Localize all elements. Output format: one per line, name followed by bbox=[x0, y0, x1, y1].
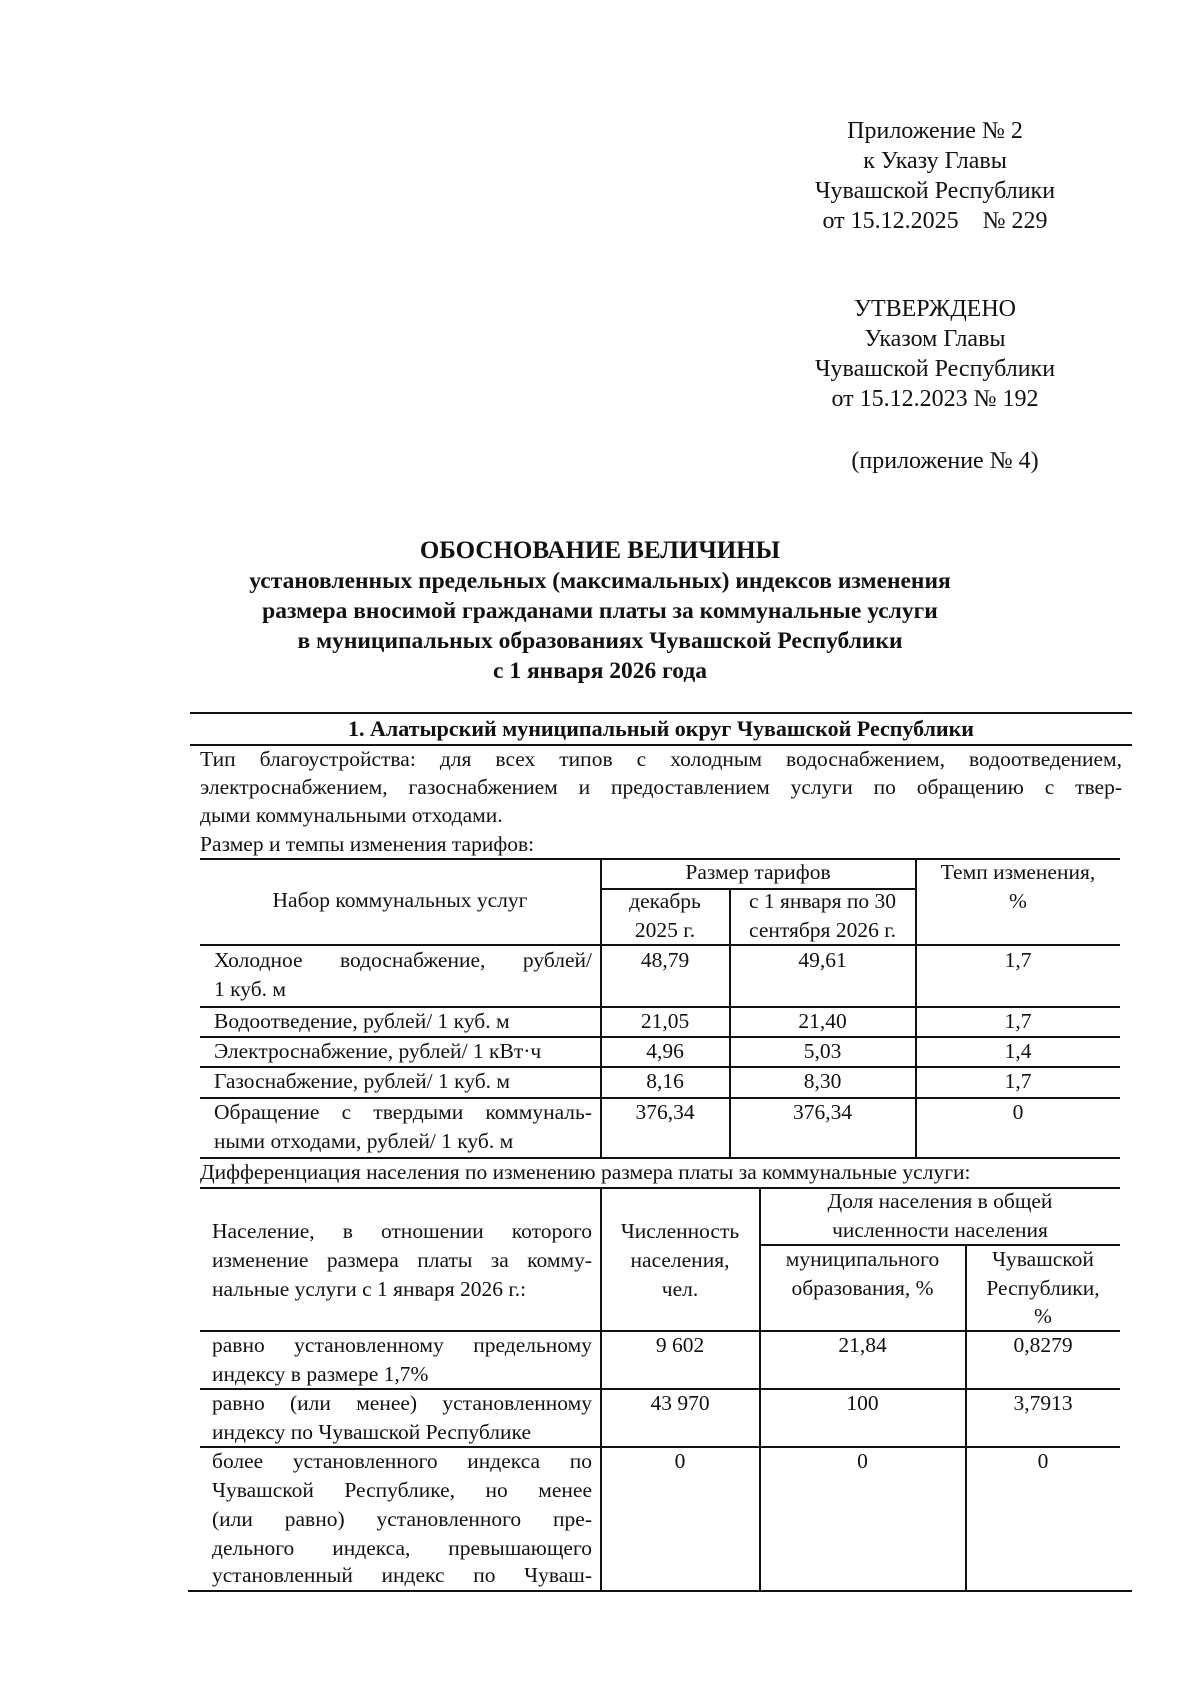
population-row-1-l1: равно установленному предельному bbox=[212, 1333, 592, 1357]
section-heading: 1. Алатырский муниципальный округ Чувашской Республики bbox=[348, 716, 974, 741]
title-line-4: в муниципальных образованиях Чувашской Республики bbox=[297, 628, 903, 654]
tariffs-row-1-jan: 49,61 bbox=[798, 948, 847, 972]
tariffs-row-4-dec: 8,16 bbox=[646, 1069, 684, 1093]
population-caption: Дифференциация населения по изменению размера платы за коммунальные услуги: bbox=[200, 1160, 971, 1184]
population-col-share-1: Доля населения в общей bbox=[827, 1189, 1053, 1213]
population-row-3-l1: более установленного индекса по bbox=[212, 1449, 592, 1473]
population-col-share-2: численности населения bbox=[832, 1218, 1048, 1242]
tariffs-row-4-rate: 1,7 bbox=[1004, 1069, 1032, 1093]
tariffs-row-5-name-1: Обращение с твердыми коммуналь- bbox=[214, 1100, 592, 1124]
tariffs-caption: Размер и темпы изменения тарифов: bbox=[200, 832, 535, 856]
approved-line-4: от 15.12.2023 № 192 bbox=[831, 386, 1039, 412]
improvement-line-1: Тип благоустройства: для всех типов с холодным водоснабжением, водоотведением, bbox=[200, 747, 1122, 771]
improvement-line-2: электроснабжением, газоснабжением и предоставлением услуги по обращению с твер- bbox=[200, 775, 1122, 799]
tariffs-col-rate-2: % bbox=[1009, 889, 1027, 913]
tariffs-row-5-rate: 0 bbox=[1012, 1100, 1024, 1124]
tariffs-col-service: Набор коммунальных услуг bbox=[272, 888, 528, 912]
population-row-3-count: 0 bbox=[674, 1449, 686, 1473]
population-row-3-l3: (или равно) установленного пре- bbox=[212, 1507, 592, 1531]
tariffs-row-2-rate: 1,7 bbox=[1004, 1009, 1032, 1033]
tariffs-row-1-dec: 48,79 bbox=[640, 948, 690, 972]
tariffs-row-1-name-1: Холодное водоснабжение, рублей/ bbox=[214, 948, 592, 972]
tariffs-row-4-jan: 8,30 bbox=[803, 1069, 842, 1093]
population-row-3-l5: установленный индекс по Чуваш- bbox=[212, 1563, 592, 1587]
population-row-3-l4: дельного индекса, превышающего bbox=[212, 1536, 592, 1560]
population-row-2-l1: равно (или менее) установленному bbox=[212, 1391, 592, 1415]
population-row-2-mun: 100 bbox=[846, 1391, 879, 1415]
population-col-rep-1: Чувашской bbox=[992, 1247, 1094, 1271]
tariffs-col-size: Размер тарифов bbox=[685, 860, 831, 884]
population-col-mun-1: муниципального bbox=[785, 1247, 940, 1271]
population-row-3-mun: 0 bbox=[857, 1449, 868, 1473]
attachment-line-1: Приложение № 2 bbox=[847, 118, 1023, 144]
attachment-line-3: Чувашской Республики bbox=[814, 178, 1056, 204]
population-col-mun-2: образования, % bbox=[791, 1276, 934, 1300]
population-col-rep-2: Республики, bbox=[986, 1276, 1100, 1300]
population-row-2-l2: индексу по Чувашской Республике bbox=[212, 1420, 531, 1444]
population-row-1-count: 9 602 bbox=[655, 1333, 705, 1357]
title-line-2: установленных предельных (максимальных) индексов изменения bbox=[249, 568, 951, 594]
attachment-line-4: от 15.12.2025 № 229 bbox=[822, 208, 1048, 234]
population-col-group-3: нальные услуги с 1 января 2026 г.: bbox=[212, 1277, 527, 1301]
tariffs-row-5-dec: 376,34 bbox=[635, 1100, 695, 1124]
tariffs-row-3-dec: 4,96 bbox=[646, 1039, 684, 1063]
title-line-3: размера вносимой гражданами платы за коммунальные услуги bbox=[262, 598, 938, 624]
tariffs-col-rate-1: Темп изменения, bbox=[940, 860, 1096, 884]
title-line-5: с 1 января 2026 года bbox=[493, 658, 707, 684]
population-row-2-rep: 3,7913 bbox=[1013, 1391, 1073, 1415]
population-row-1-mun: 21,84 bbox=[838, 1333, 887, 1357]
attachment-block bbox=[800, 116, 1070, 236]
population-col-rep-3: % bbox=[1034, 1304, 1052, 1328]
approved-line-5: (приложение № 4) bbox=[851, 448, 1039, 474]
tariffs-row-3-name-1: Электроснабжение, рублей/ 1 кВт·ч bbox=[214, 1039, 542, 1063]
tariffs-col-dec-2: 2025 г. bbox=[634, 918, 696, 942]
tariffs-row-1-rate: 1,7 bbox=[1004, 948, 1032, 972]
population-row-3-l2: Чувашской Республике, но менее bbox=[212, 1478, 592, 1502]
population-col-group-1: Население, в отношении которого bbox=[212, 1219, 592, 1243]
population-row-3-rep: 0 bbox=[1037, 1449, 1049, 1473]
tariffs-row-5-name-2: ными отходами, рублей/ 1 куб. м bbox=[214, 1129, 514, 1153]
approved-line-3: Чувашской Республики bbox=[814, 356, 1056, 382]
population-rule-bottom bbox=[188, 1590, 1132, 1592]
population-row-2-count: 43 970 bbox=[650, 1391, 710, 1415]
approved-appendix bbox=[830, 446, 1060, 476]
approved-line-2: Указом Главы bbox=[864, 326, 1006, 352]
approved-block bbox=[800, 294, 1070, 414]
title-line-1: ОБОСНОВАНИЕ ВЕЛИЧИНЫ bbox=[419, 537, 781, 564]
tariffs-row-3-jan: 5,03 bbox=[803, 1039, 842, 1063]
population-row-1-rep: 0,8279 bbox=[1013, 1333, 1073, 1357]
tariffs-row-1-name-2: 1 куб. м bbox=[214, 977, 287, 1001]
tariffs-row-2-dec: 21,05 bbox=[640, 1009, 690, 1033]
population-col-count-1: Численность bbox=[620, 1219, 740, 1243]
tariffs-row-5-jan: 376,34 bbox=[792, 1100, 853, 1124]
tariffs-row-4-name-1: Газоснабжение, рублей/ 1 куб. м bbox=[214, 1069, 510, 1093]
tariffs-col-dec-1: декабрь bbox=[629, 889, 701, 913]
approved-line-1: УТВЕРЖДЕНО bbox=[853, 296, 1017, 322]
population-row-1-l2: индексу в размере 1,7% bbox=[212, 1362, 429, 1386]
document-title bbox=[0, 536, 1200, 686]
improvement-line-3: дыми коммунальными отходами. bbox=[200, 803, 503, 827]
tariffs-col-jan-1: с 1 января по 30 bbox=[749, 889, 896, 913]
population-col-count-2: населения, bbox=[630, 1248, 730, 1272]
attachment-line-2: к Указу Главы bbox=[863, 148, 1007, 174]
tariffs-col-jan-2: сентября 2026 г. bbox=[749, 918, 896, 942]
tariffs-row-2-jan: 21,40 bbox=[798, 1009, 847, 1033]
population-col-group-2: изменение размера платы за комму- bbox=[212, 1248, 592, 1272]
tariffs-row-2-name-1: Водоотведение, рублей/ 1 куб. м bbox=[214, 1009, 510, 1033]
population-col-count-3: чел. bbox=[661, 1277, 699, 1301]
tariffs-row-3-rate: 1,4 bbox=[1004, 1039, 1032, 1063]
